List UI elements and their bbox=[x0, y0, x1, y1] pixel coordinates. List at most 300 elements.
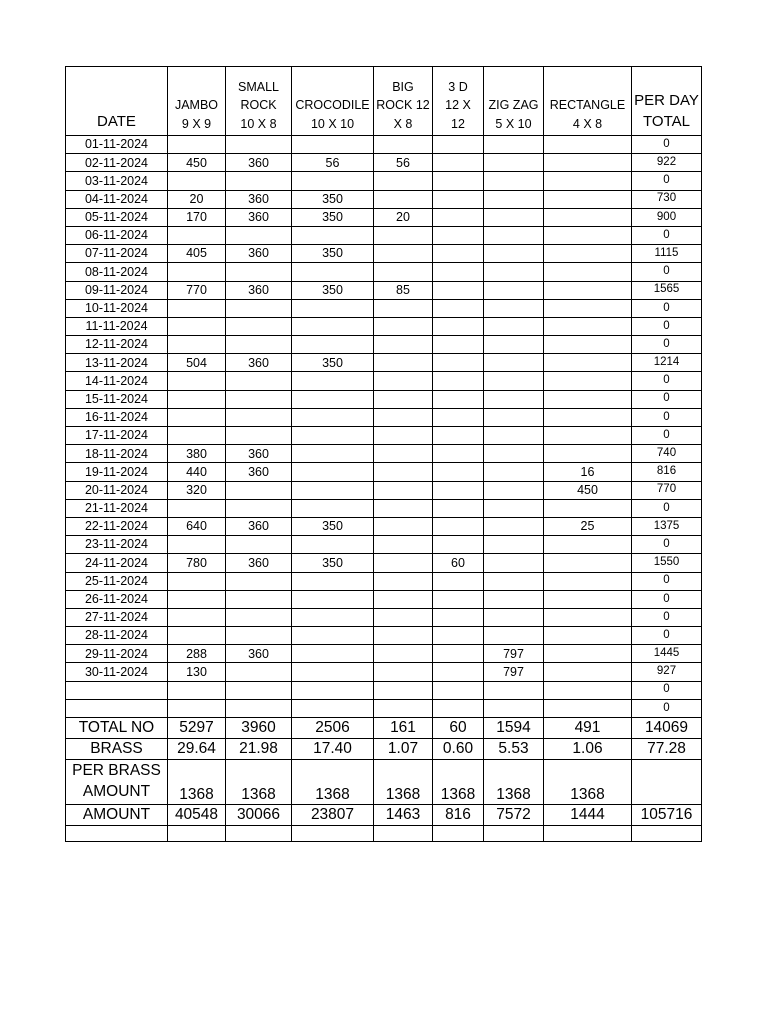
summary-value-cell: 1594 bbox=[484, 718, 544, 739]
quantity-cell: 56 bbox=[374, 154, 433, 172]
quantity-cell bbox=[544, 245, 632, 263]
summary-value-cell bbox=[632, 760, 702, 805]
day-total-cell: 0 bbox=[632, 627, 702, 645]
quantity-cell bbox=[374, 681, 433, 699]
date-cell: 08-11-2024 bbox=[66, 263, 168, 281]
date-cell: 26-11-2024 bbox=[66, 590, 168, 608]
day-total-cell: 0 bbox=[632, 536, 702, 554]
date-cell: 20-11-2024 bbox=[66, 481, 168, 499]
quantity-cell: 350 bbox=[292, 517, 374, 535]
quantity-cell bbox=[484, 554, 544, 572]
quantity-cell bbox=[168, 226, 226, 244]
quantity-cell bbox=[168, 336, 226, 354]
summary-value-cell: 2506 bbox=[292, 718, 374, 739]
quantity-cell bbox=[484, 627, 544, 645]
quantity-cell bbox=[374, 190, 433, 208]
quantity-cell bbox=[484, 354, 544, 372]
quantity-cell bbox=[374, 408, 433, 426]
summary-value-cell: 5.53 bbox=[484, 739, 544, 760]
empty-cell bbox=[168, 826, 226, 842]
quantity-cell bbox=[292, 427, 374, 445]
quantity-cell bbox=[484, 226, 544, 244]
column-header-line: ROCK 12 bbox=[376, 98, 430, 112]
quantity-cell bbox=[484, 536, 544, 554]
summary-value-cell: 1368 bbox=[433, 760, 484, 805]
day-total-cell: 0 bbox=[632, 136, 702, 154]
quantity-cell bbox=[292, 663, 374, 681]
quantity-cell bbox=[374, 499, 433, 517]
day-total-cell: 900 bbox=[632, 208, 702, 226]
date-cell: 07-11-2024 bbox=[66, 245, 168, 263]
quantity-cell bbox=[168, 263, 226, 281]
quantity-cell bbox=[433, 517, 484, 535]
quantity-cell bbox=[374, 463, 433, 481]
quantity-cell: 350 bbox=[292, 190, 374, 208]
quantity-cell bbox=[544, 427, 632, 445]
empty-cell bbox=[484, 826, 544, 842]
quantity-cell bbox=[484, 445, 544, 463]
quantity-cell: 16 bbox=[544, 463, 632, 481]
quantity-cell bbox=[544, 281, 632, 299]
date-cell: 09-11-2024 bbox=[66, 281, 168, 299]
summary-value-cell: 30066 bbox=[226, 805, 292, 826]
column-header-line: 10 X 10 bbox=[310, 116, 355, 131]
quantity-cell bbox=[226, 536, 292, 554]
quantity-cell bbox=[484, 699, 544, 717]
column-header-big-rock bbox=[374, 67, 433, 136]
quantity-cell bbox=[226, 572, 292, 590]
quantity-cell: 350 bbox=[292, 554, 374, 572]
quantity-cell bbox=[168, 408, 226, 426]
date-cell: 13-11-2024 bbox=[66, 354, 168, 372]
day-total-cell: 770 bbox=[632, 481, 702, 499]
summary-value-cell: 77.28 bbox=[632, 739, 702, 760]
summary-value-cell: 21.98 bbox=[226, 739, 292, 760]
column-header-line: 3 D bbox=[448, 79, 468, 94]
per-brass-amount-label bbox=[66, 760, 168, 805]
quantity-cell bbox=[544, 336, 632, 354]
date-cell: 11-11-2024 bbox=[66, 317, 168, 335]
quantity-cell: 288 bbox=[168, 645, 226, 663]
quantity-cell bbox=[374, 481, 433, 499]
summary-value-cell: 816 bbox=[433, 805, 484, 826]
quantity-cell bbox=[433, 390, 484, 408]
header-row bbox=[66, 67, 702, 136]
quantity-cell bbox=[484, 336, 544, 354]
quantity-cell: 450 bbox=[544, 481, 632, 499]
day-total-cell: 0 bbox=[632, 408, 702, 426]
quantity-cell: 350 bbox=[292, 245, 374, 263]
quantity-cell bbox=[433, 590, 484, 608]
column-header-line: PER DAY bbox=[634, 92, 699, 109]
quantity-cell bbox=[544, 226, 632, 244]
summary-value-cell: 161 bbox=[374, 718, 433, 739]
quantity-cell: 360 bbox=[226, 190, 292, 208]
quantity-cell bbox=[544, 536, 632, 554]
quantity-cell bbox=[544, 136, 632, 154]
date-cell: 16-11-2024 bbox=[66, 408, 168, 426]
quantity-cell bbox=[168, 627, 226, 645]
column-header-jambo bbox=[168, 67, 226, 136]
table-row bbox=[66, 172, 702, 190]
quantity-cell bbox=[433, 445, 484, 463]
quantity-cell bbox=[433, 372, 484, 390]
quantity-cell bbox=[544, 317, 632, 335]
quantity-cell bbox=[374, 627, 433, 645]
table-row bbox=[66, 590, 702, 608]
quantity-cell bbox=[433, 681, 484, 699]
quantity-cell bbox=[544, 499, 632, 517]
quantity-cell: 60 bbox=[433, 554, 484, 572]
quantity-cell bbox=[484, 208, 544, 226]
quantity-cell bbox=[226, 427, 292, 445]
table-row bbox=[66, 608, 702, 626]
quantity-cell bbox=[544, 208, 632, 226]
per-brass-amount-row bbox=[66, 760, 702, 805]
quantity-cell bbox=[433, 499, 484, 517]
summary-value-cell: 5297 bbox=[168, 718, 226, 739]
quantity-cell bbox=[374, 590, 433, 608]
quantity-cell: 360 bbox=[226, 645, 292, 663]
quantity-cell bbox=[433, 645, 484, 663]
quantity-cell: 170 bbox=[168, 208, 226, 226]
quantity-cell: 360 bbox=[226, 463, 292, 481]
quantity-cell: 360 bbox=[226, 154, 292, 172]
quantity-cell bbox=[226, 136, 292, 154]
quantity-cell bbox=[544, 408, 632, 426]
quantity-cell bbox=[374, 136, 433, 154]
quantity-cell bbox=[374, 445, 433, 463]
quantity-cell bbox=[292, 590, 374, 608]
quantity-cell bbox=[292, 572, 374, 590]
quantity-cell bbox=[544, 608, 632, 626]
quantity-cell bbox=[168, 608, 226, 626]
table-row bbox=[66, 281, 702, 299]
quantity-cell bbox=[484, 299, 544, 317]
day-total-cell: 0 bbox=[632, 590, 702, 608]
empty-row bbox=[66, 826, 702, 842]
quantity-cell bbox=[168, 536, 226, 554]
column-header-date bbox=[66, 67, 168, 136]
quantity-cell bbox=[226, 499, 292, 517]
quantity-cell bbox=[226, 336, 292, 354]
day-total-cell: 0 bbox=[632, 372, 702, 390]
quantity-cell bbox=[544, 372, 632, 390]
quantity-cell bbox=[292, 499, 374, 517]
quantity-cell bbox=[433, 354, 484, 372]
empty-cell bbox=[544, 826, 632, 842]
quantity-cell bbox=[226, 372, 292, 390]
column-header-three-d bbox=[433, 67, 484, 136]
quantity-cell bbox=[544, 572, 632, 590]
quantity-cell: 360 bbox=[226, 445, 292, 463]
amount-row bbox=[66, 805, 702, 826]
summary-value-cell: 1368 bbox=[374, 760, 433, 805]
summary-value-cell: 29.64 bbox=[168, 739, 226, 760]
quantity-cell bbox=[484, 281, 544, 299]
summary-value-cell: 1368 bbox=[168, 760, 226, 805]
day-total-cell: 0 bbox=[632, 263, 702, 281]
table-row bbox=[66, 263, 702, 281]
quantity-cell bbox=[374, 299, 433, 317]
day-total-cell: 0 bbox=[632, 681, 702, 699]
brass-label: BRASS bbox=[66, 739, 168, 760]
table-row bbox=[66, 627, 702, 645]
column-header-per-day-total bbox=[632, 67, 702, 136]
table-row bbox=[66, 572, 702, 590]
column-header-small-rock bbox=[226, 67, 292, 136]
quantity-cell: 56 bbox=[292, 154, 374, 172]
day-total-cell: 0 bbox=[632, 336, 702, 354]
amount-label: AMOUNT bbox=[66, 805, 168, 826]
quantity-cell bbox=[292, 136, 374, 154]
day-total-cell: 0 bbox=[632, 226, 702, 244]
column-header-line: 5 X 10 bbox=[495, 116, 532, 131]
table-row bbox=[66, 154, 702, 172]
quantity-cell bbox=[433, 281, 484, 299]
quantity-cell bbox=[433, 608, 484, 626]
quantity-cell bbox=[168, 372, 226, 390]
date-cell: 30-11-2024 bbox=[66, 663, 168, 681]
quantity-cell bbox=[544, 354, 632, 372]
quantity-cell bbox=[484, 499, 544, 517]
quantity-cell bbox=[433, 699, 484, 717]
quantity-cell bbox=[168, 172, 226, 190]
table-row bbox=[66, 681, 702, 699]
date-cell: 21-11-2024 bbox=[66, 499, 168, 517]
per-brass-amount-label-line: PER BRASS bbox=[72, 762, 161, 779]
quantity-cell bbox=[168, 427, 226, 445]
day-total-cell: 0 bbox=[632, 390, 702, 408]
date-cell: 14-11-2024 bbox=[66, 372, 168, 390]
quantity-cell: 350 bbox=[292, 208, 374, 226]
empty-cell bbox=[433, 826, 484, 842]
quantity-cell bbox=[433, 336, 484, 354]
quantity-cell bbox=[484, 317, 544, 335]
table-row bbox=[66, 699, 702, 717]
summary-value-cell: 0.60 bbox=[433, 739, 484, 760]
quantity-cell bbox=[168, 299, 226, 317]
quantity-cell: 25 bbox=[544, 517, 632, 535]
quantity-cell bbox=[374, 317, 433, 335]
quantity-cell bbox=[292, 627, 374, 645]
quantity-cell bbox=[544, 154, 632, 172]
quantity-cell bbox=[374, 354, 433, 372]
quantity-cell bbox=[374, 536, 433, 554]
quantity-cell bbox=[168, 390, 226, 408]
quantity-cell bbox=[292, 608, 374, 626]
quantity-cell: 350 bbox=[292, 281, 374, 299]
quantity-cell bbox=[433, 317, 484, 335]
quantity-cell bbox=[168, 499, 226, 517]
column-header-line: 4 X 8 bbox=[572, 116, 603, 131]
quantity-cell: 640 bbox=[168, 517, 226, 535]
quantity-cell: 770 bbox=[168, 281, 226, 299]
day-total-cell: 0 bbox=[632, 172, 702, 190]
day-total-cell: 0 bbox=[632, 427, 702, 445]
quantity-cell bbox=[374, 263, 433, 281]
table-row bbox=[66, 554, 702, 572]
quantity-cell: 360 bbox=[226, 554, 292, 572]
column-header-line: 12 X bbox=[445, 98, 471, 112]
table-row bbox=[66, 517, 702, 535]
quantity-cell bbox=[484, 172, 544, 190]
quantity-cell bbox=[433, 627, 484, 645]
quantity-cell bbox=[433, 263, 484, 281]
table-row bbox=[66, 336, 702, 354]
day-total-cell: 1115 bbox=[632, 245, 702, 263]
quantity-cell bbox=[292, 390, 374, 408]
total-no-row bbox=[66, 718, 702, 739]
quantity-cell bbox=[292, 336, 374, 354]
quantity-cell bbox=[226, 608, 292, 626]
quantity-cell: 360 bbox=[226, 245, 292, 263]
date-cell: 28-11-2024 bbox=[66, 627, 168, 645]
quantity-cell bbox=[484, 681, 544, 699]
table-row bbox=[66, 663, 702, 681]
quantity-cell bbox=[374, 608, 433, 626]
column-header-rectangle bbox=[544, 67, 632, 136]
quantity-cell bbox=[484, 263, 544, 281]
quantity-cell bbox=[292, 408, 374, 426]
quantity-cell: 504 bbox=[168, 354, 226, 372]
date-cell: 10-11-2024 bbox=[66, 299, 168, 317]
day-total-cell: 740 bbox=[632, 445, 702, 463]
quantity-cell: 450 bbox=[168, 154, 226, 172]
quantity-cell bbox=[168, 699, 226, 717]
quantity-cell bbox=[292, 463, 374, 481]
quantity-cell bbox=[226, 663, 292, 681]
quantity-cell bbox=[433, 226, 484, 244]
summary-value-cell: 1368 bbox=[484, 760, 544, 805]
summary-value-cell: 17.40 bbox=[292, 739, 374, 760]
quantity-cell bbox=[374, 645, 433, 663]
quantity-cell bbox=[226, 172, 292, 190]
column-header-line: BIG bbox=[392, 79, 414, 94]
date-cell: 19-11-2024 bbox=[66, 463, 168, 481]
summary-value-cell: 105716 bbox=[632, 805, 702, 826]
quantity-cell: 20 bbox=[374, 208, 433, 226]
date-cell: 02-11-2024 bbox=[66, 154, 168, 172]
day-total-cell: 0 bbox=[632, 572, 702, 590]
summary-value-cell: 1444 bbox=[544, 805, 632, 826]
summary-value-cell: 1368 bbox=[226, 760, 292, 805]
quantity-cell: 360 bbox=[226, 208, 292, 226]
column-header-line: JAMBO bbox=[174, 98, 219, 112]
day-total-cell: 1550 bbox=[632, 554, 702, 572]
date-cell: 23-11-2024 bbox=[66, 536, 168, 554]
quantity-cell bbox=[168, 590, 226, 608]
day-total-cell: 0 bbox=[632, 299, 702, 317]
quantity-cell bbox=[374, 245, 433, 263]
quantity-cell bbox=[433, 136, 484, 154]
quantity-cell bbox=[226, 317, 292, 335]
quantity-cell bbox=[226, 590, 292, 608]
quantity-cell bbox=[544, 590, 632, 608]
column-header-line: SMALL bbox=[238, 79, 279, 94]
quantity-cell: 780 bbox=[168, 554, 226, 572]
date-cell: 04-11-2024 bbox=[66, 190, 168, 208]
quantity-cell: 320 bbox=[168, 481, 226, 499]
day-total-cell: 1445 bbox=[632, 645, 702, 663]
quantity-cell bbox=[374, 427, 433, 445]
quantity-cell bbox=[292, 372, 374, 390]
column-header-line: X 8 bbox=[393, 116, 413, 131]
quantity-cell bbox=[226, 681, 292, 699]
quantity-cell bbox=[292, 536, 374, 554]
day-total-cell: 1214 bbox=[632, 354, 702, 372]
quantity-cell bbox=[433, 190, 484, 208]
quantity-cell bbox=[484, 154, 544, 172]
date-cell: 17-11-2024 bbox=[66, 427, 168, 445]
quantity-cell bbox=[544, 663, 632, 681]
quantity-cell bbox=[544, 699, 632, 717]
table-row bbox=[66, 390, 702, 408]
quantity-cell bbox=[292, 699, 374, 717]
quantity-cell: 85 bbox=[374, 281, 433, 299]
quantity-cell bbox=[544, 554, 632, 572]
quantity-cell bbox=[292, 681, 374, 699]
date-cell: 25-11-2024 bbox=[66, 572, 168, 590]
table-row bbox=[66, 372, 702, 390]
summary-value-cell: 1463 bbox=[374, 805, 433, 826]
quantity-cell bbox=[484, 481, 544, 499]
table-row bbox=[66, 536, 702, 554]
total-no-label: TOTAL NO bbox=[66, 718, 168, 739]
date-cell: 27-11-2024 bbox=[66, 608, 168, 626]
quantity-cell bbox=[374, 663, 433, 681]
column-header-line: 9 X 9 bbox=[181, 116, 212, 131]
quantity-cell bbox=[226, 481, 292, 499]
summary-value-cell: 23807 bbox=[292, 805, 374, 826]
summary-value-cell: 60 bbox=[433, 718, 484, 739]
quantity-cell bbox=[484, 572, 544, 590]
quantity-cell bbox=[433, 463, 484, 481]
quantity-cell: 130 bbox=[168, 663, 226, 681]
quantity-cell bbox=[544, 299, 632, 317]
quantity-cell bbox=[433, 481, 484, 499]
table-row bbox=[66, 445, 702, 463]
quantity-cell bbox=[292, 172, 374, 190]
date-cell bbox=[66, 681, 168, 699]
quantity-cell bbox=[374, 226, 433, 244]
date-cell bbox=[66, 699, 168, 717]
day-total-cell: 816 bbox=[632, 463, 702, 481]
day-total-cell: 1565 bbox=[632, 281, 702, 299]
quantity-cell: 360 bbox=[226, 281, 292, 299]
quantity-cell bbox=[168, 136, 226, 154]
day-total-cell: 0 bbox=[632, 499, 702, 517]
table-row bbox=[66, 226, 702, 244]
quantity-cell: 350 bbox=[292, 354, 374, 372]
quantity-cell bbox=[292, 481, 374, 499]
table-row bbox=[66, 299, 702, 317]
quantity-cell bbox=[226, 299, 292, 317]
quantity-cell: 405 bbox=[168, 245, 226, 263]
quantity-cell bbox=[226, 263, 292, 281]
quantity-cell bbox=[544, 390, 632, 408]
quantity-cell bbox=[433, 245, 484, 263]
quantity-cell bbox=[544, 172, 632, 190]
quantity-cell bbox=[484, 517, 544, 535]
column-header-line: CROCODILE bbox=[295, 98, 370, 112]
date-cell: 01-11-2024 bbox=[66, 136, 168, 154]
table-row bbox=[66, 645, 702, 663]
summary-value-cell: 1.06 bbox=[544, 739, 632, 760]
quantity-cell bbox=[292, 645, 374, 663]
quantity-cell bbox=[226, 226, 292, 244]
quantity-cell bbox=[168, 572, 226, 590]
